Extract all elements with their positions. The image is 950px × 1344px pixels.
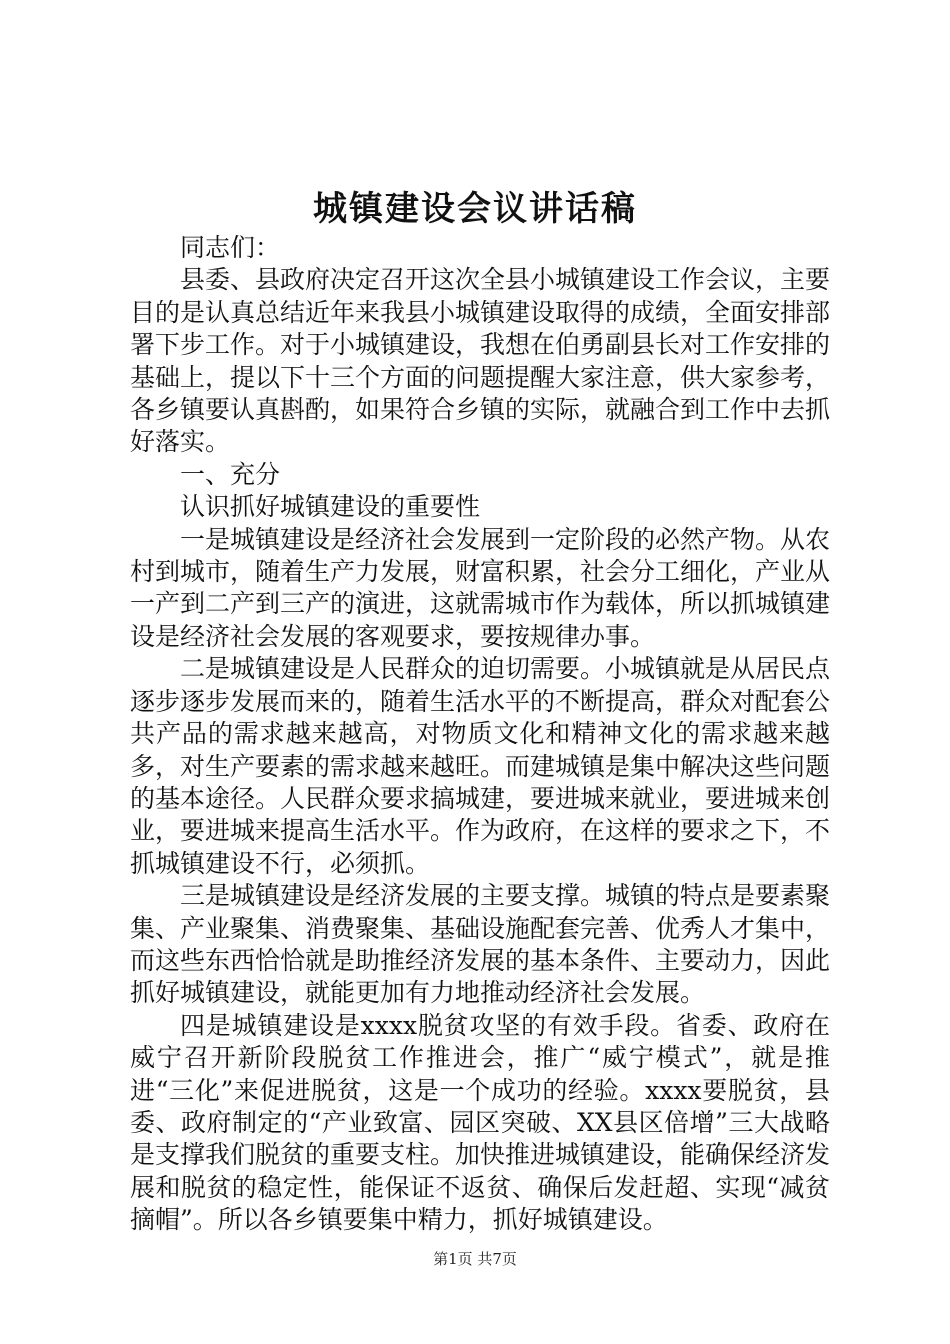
intro-paragraph: 县委、县政府决定召开这次全县小城镇建设工作会议，主要目的是认真总结近年来我县小城镇建设取得的成绩，全面安排部署下步工作。对于小城镇建设，我想在伯勇副县长对工作安排的基础上，提以下十三个方面的问题提醒大家注意，供大家参考，各乡镇要认真斟酌，如果符合乡镇的实际，就融合到工作中去抓好落实。: [130, 265, 831, 457]
page-footer: 第1页 共7页: [433, 1250, 517, 1268]
section-heading-part1: 一、充分: [180, 459, 281, 489]
document-title: 城镇建设会议讲话稿: [313, 189, 637, 229]
section-heading-part2: 认识抓好城镇建设的重要性: [180, 492, 481, 522]
body-paragraph: 三是城镇建设是经济发展的主要支撑。城镇的特点是要素聚集、产业聚集、消费聚集、基础设施配套完善、优秀人才集中，而这些东西恰恰就是助推经济发展的基本条件、主要动力，因此抓好城镇建设，就能更加有力地推动经济社会发展。: [130, 881, 831, 1008]
document-body: [130, 232, 830, 1237]
salutation: 同志们：: [180, 233, 281, 262]
body-paragraph: 二是城镇建设是人民群众的迫切需要。小城镇就是从居民点逐步逐步发展而来的，随着生活水平的不断提高，群众对配套公共产品的需求越来越高，对物质文化和精神文化的需求越来越多，对生产要素的需求越来越旺。而建城镇是集中解决这些问题的基本途径。人民群众要求搞城建，要进城来就业，要进城来创业，要进城来提高生活水平。作为政府，在这样的要求之下，不抓城镇建设不行，必须抓。: [130, 654, 831, 878]
body-paragraph: 一是城镇建设是经济社会发展到一定阶段的必然产物。从农村到城市，随着生产力发展，财富积累，社会分工细化，产业从一产到二产到三产的演进，这就需城市作为载体，所以抓城镇建设是经济社会发展的客观要求，要按规律办事。: [130, 524, 831, 651]
body-paragraph: 四是城镇建设是xxxx脱贫攻坚的有效手段。省委、政府在威宁召开新阶段脱贫工作推进会，推广“威宁模式”，就是推进“三化”来促进脱贫，这是一个成功的经验。xxxx要脱贫，县委、政府制定的“产业致富、园区突破、XX县区倍增”三大战略是支撑我们脱贫的重要支柱。加快推进城镇建设，能确保经济发展和脱贫的稳定性，能保证不返贫、确保后发赶超、实现“减贫摘帽”。所以各乡镇要集中精力，抓好城镇建设。: [130, 1010, 831, 1235]
